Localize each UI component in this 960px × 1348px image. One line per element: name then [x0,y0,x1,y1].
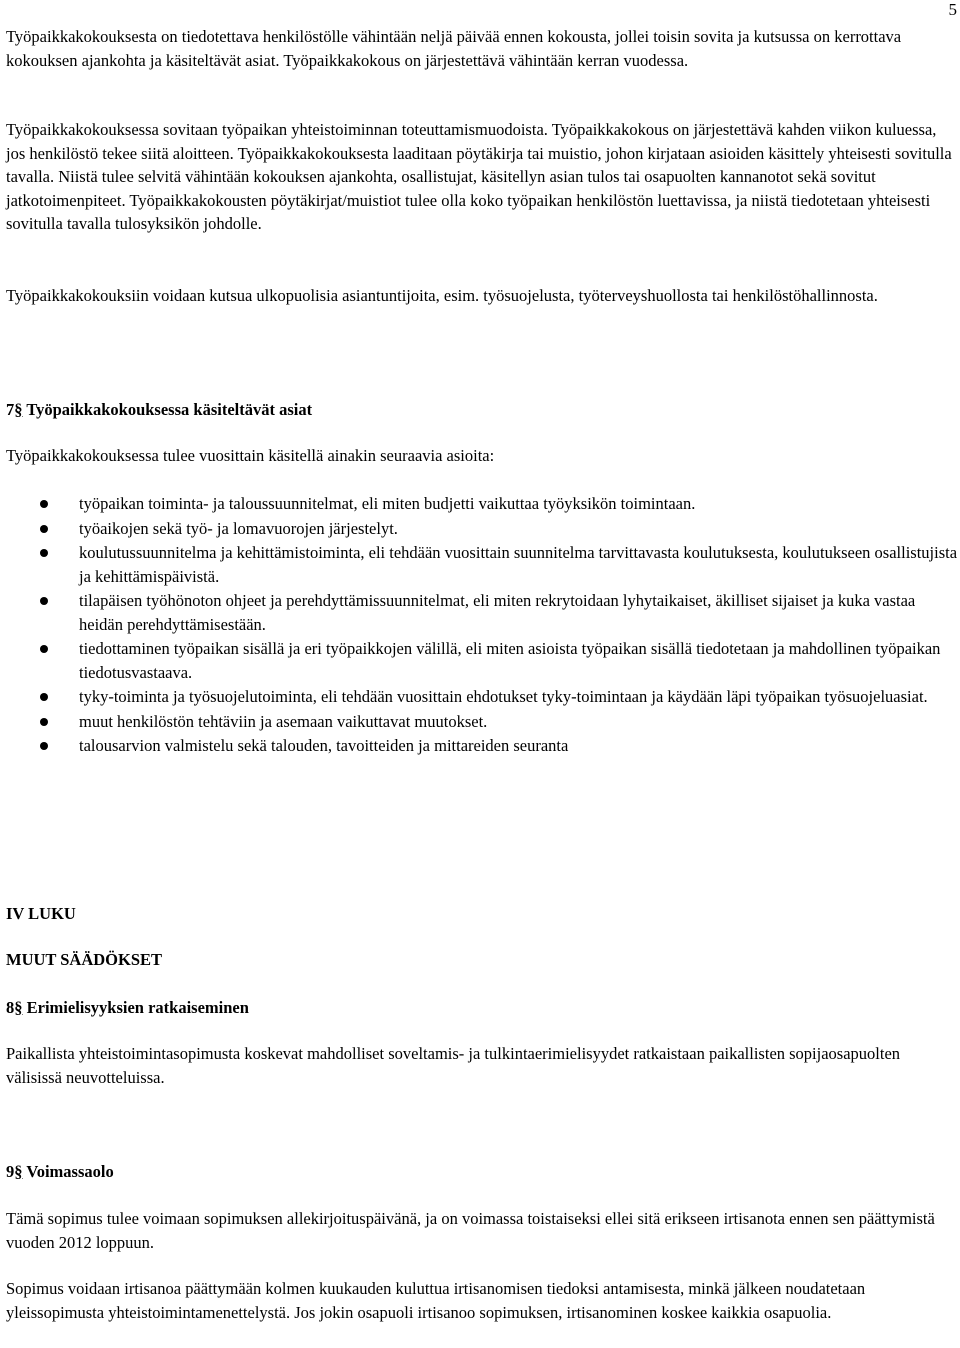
section-9-paragraph-1: Tämä sopimus tulee voimaan sopimuksen allekirjoituspäivänä, ja on voimassa toistaiseksi ellei sitä erikseen irtisanota ennen sen päättymistä vuoden 2012 loppuun. [6,1209,935,1252]
page-number: 5 [948,0,957,19]
section-8-number: 8 [6,998,15,1017]
section-7-title: Työpaikkakokouksessa käsiteltävät asiat [22,400,313,419]
list-item: muut henkilöstön tehtäviin ja asemaan vaikuttavat muutokset. [0,710,958,734]
list-item: tyky-toiminta ja työsuojelutoiminta, eli tehdään vuosittain ehdotukset tyky-toimintaan ja käydään läpi työpaikan työsuojeluasiat. [0,685,958,709]
section-8-title: Erimielisyyksien ratkaiseminen [22,998,249,1017]
section-9-symbol: § [14,1162,23,1181]
section-9-title: Voimassaolo [22,1162,114,1181]
intro-paragraph-1: Työpaikkakokouksesta on tiedotettava henkilöstölle vähintään neljä päivää ennen kokousta, jollei toisin sovita ja kutsussa on kerrottava kokouksen ajankohta ja käsiteltävät asiat. Työpaikkakokous on järjestettävä vähintään kerran vuodessa. [6,27,902,70]
section-7-symbol: § [14,400,23,419]
list-item: talousarvion valmistelu sekä talouden, tavoitteiden ja mittareiden seuranta [0,734,958,758]
section-7-number: 7 [6,400,15,419]
section-9-paragraph-2: Sopimus voidaan irtisanoa päättymään kolmen kuukauden kuluttua irtisanomisen tiedoksi antamisesta, minkä jälkeen noudatetaan yleissopimusta yhteistoimintamenettelystä. Jos jokin osapuoli irtisanoo sopimuksen, irtisanominen koskee kaikkia osapuolia. [6,1279,866,1322]
list-item: työaikojen sekä työ- ja lomavuorojen järjestelyt. [0,517,958,541]
section-7-bullet-list [0,492,958,759]
intro-paragraph-3: Työpaikkakokouksiin voidaan kutsua ulkopuolisia asiantuntijoita, esim. työsuojelusta, työterveyshuollosta tai henkilöstöhallinnosta. [6,286,878,305]
chapter-title: MUUT SÄÄDÖKSET [6,950,163,969]
section-8-text: Paikallista yhteistoimintasopimusta koskevat mahdolliset soveltamis- ja tulkintaerimielisyydet ratkaistaan paikallisten sopijaosapuolten välisissä neuvotteluissa. [6,1044,901,1087]
section-7-lead: Työpaikkakokouksessa tulee vuosittain käsitellä ainakin seuraavia asioita: [6,446,495,465]
list-item: tilapäisen työhönoton ohjeet ja perehdyttämissuunnitelmat, eli miten rekrytoidaan lyhytaikaiset, äkilliset sijaiset ja kuka vastaa heidän perehdyttämisestään. [0,589,958,636]
section-8-symbol: § [14,998,23,1017]
chapter-heading: IV LUKU [6,904,76,923]
section-8-heading [6,996,956,1020]
list-item: tiedottaminen työpaikan sisällä ja eri työpaikkojen välillä, eli miten asioista työpaikan sisällä tiedotetaan ja mahdollinen työpaikan tiedotusvastaava. [0,637,958,684]
section-7-heading [6,398,956,422]
intro-paragraph-2: Työpaikkakokouksessa sovitaan työpaikan yhteistoiminnan toteuttamismuodoista. Työpaikkakokous on järjestettävä kahden viikon kuluessa, jos henkilöstö tekee siitä aloitteen. Työpaikkakokouksesta laaditaan pöytäkirja tai muistio, johon kirjataan asioiden käsittely yhteisesti sovitulla tavalla. Niistä tulee selvitä vähintään kokouksen ajankohta, osallistujat, käsitellyn asian tulos tai osapuolten kannanotot sekä sovitut jatkotoimenpiteet. Työpaikkakokousten pöytäkirjat/muistiot tulee olla koko työpaikan henkilöstön luettavissa, ja niistä tiedotetaan yhteisesti sovitulla tavalla tulosyksikön johdolle. [6,120,952,233]
list-item: työpaikan toiminta- ja taloussuunnitelmat, eli miten budjetti vaikuttaa työyksikön toimintaan. [0,492,958,516]
section-9-number: 9 [6,1162,15,1181]
list-item: koulutussuunnitelma ja kehittämistoiminta, eli tehdään vuosittain suunnitelma tarvittavasta koulutuksesta, koulutukseen osallistujista ja kehittämispäivistä. [0,541,958,588]
section-9-heading [6,1160,956,1184]
